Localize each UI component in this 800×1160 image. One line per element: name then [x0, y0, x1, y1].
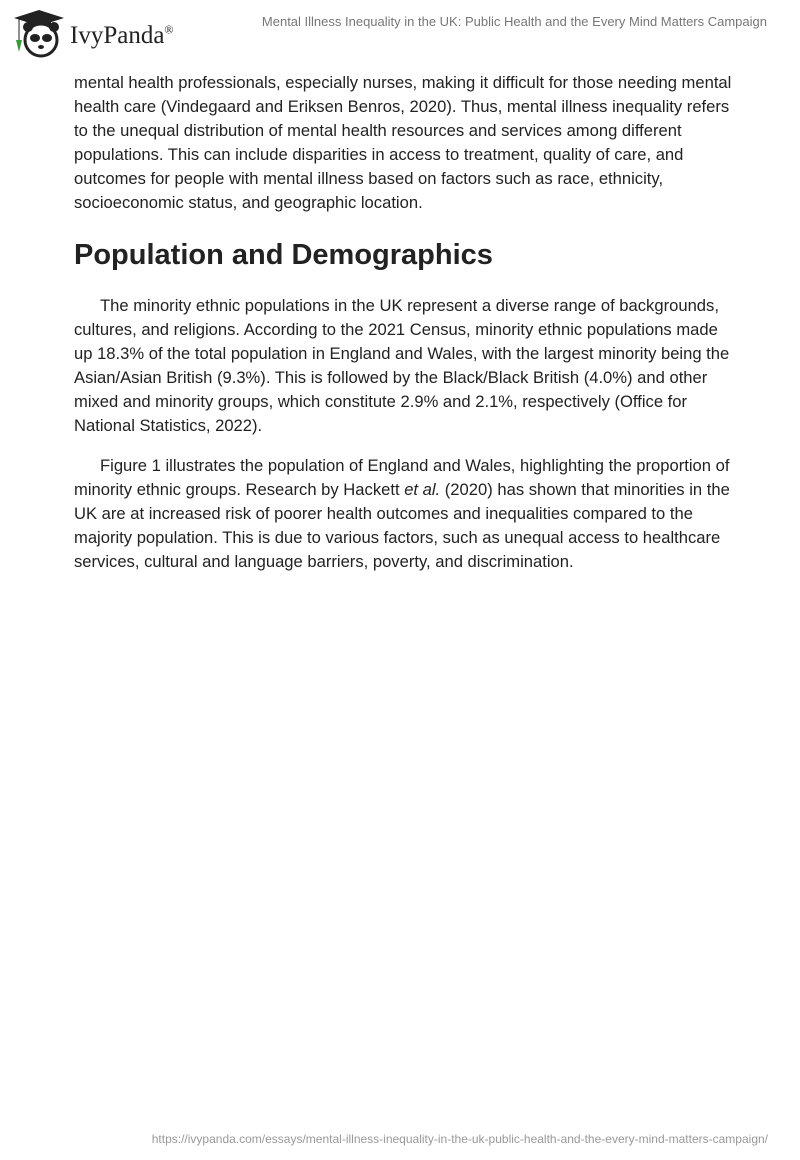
- logo-text: IvyPanda®: [70, 22, 174, 49]
- paragraph: mental health professionals, especially nurses, making it difficult for those needing mental health care (Vindegaard and Eriksen Benros, 2020). Thus, mental illness inequality refers to the unequal distribution of mental health resources and services among different populations. This can include disparities in access to treatment, quality of care, and outcomes for people with mental illness based on factors such as race, ethnicity, socioeconomic status, and geographic location.: [74, 73, 732, 212]
- section-heading: Population and Demographics: [74, 239, 493, 271]
- paragraph: Figure 1 illustrates the population of England and Wales, highlighting the proportion of minority ethnic groups. Research by Hackett et al. (2020) has shown that minorities in the UK are at increased risk of poorer health outcomes and inequalities compared to the majority population. This is due to various factors, such as unequal access to healthcare services, cultural and language barriers, poverty, and discrimination.: [74, 456, 730, 571]
- source-url[interactable]: https://ivypanda.com/essays/mental-illness-inequality-in-the-uk-public-health-and-the-every-mind-matters-campaign/: [151, 1132, 768, 1146]
- panda-graduate-icon: [12, 8, 66, 58]
- document-title: Mental Illness Inequality in the UK: Public Health and the Every Mind Matters Campaign: [261, 14, 767, 29]
- paragraph: The minority ethnic populations in the UK represent a diverse range of backgrounds, cultures, and religions. According to the 2021 Census, minority ethnic populations made up 18.3% of the total population in England and Wales, with the largest minority being the Asian/Asian British (9.3%). This is followed by the Black/Black British (4.0%) and other mixed and minority groups, which constitute 2.9% and 2.1%, respectively (Office for National Statistics, 2022).: [74, 296, 730, 435]
- essay-content: [74, 71, 734, 590]
- ivypanda-logo[interactable]: [12, 8, 174, 58]
